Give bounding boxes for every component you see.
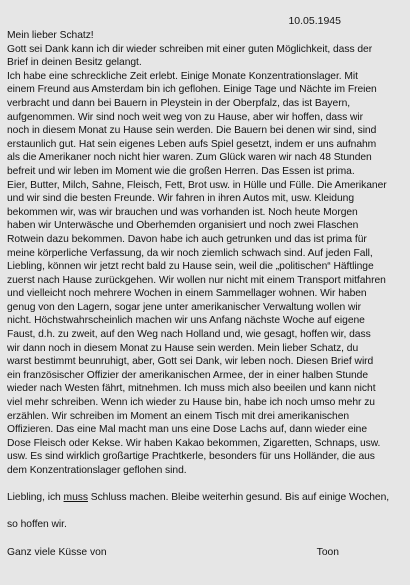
letter-line: Mein lieber Schatz! — [7, 30, 94, 41]
letter-line: als die Amerikaner noch nicht hier waren. Zum Glück waren wir nach 48 Stunden — [7, 152, 372, 164]
letter-line: dem Konzentrationslager geflohen sind. — [7, 465, 187, 476]
letter-line: warst bestimmt beunruhigt, aber, Gott sei Dank, wir leben noch. Diesen Brief wird — [7, 356, 374, 368]
letter-line: wir dann noch in diesem Monat zu Hause sein werden. Mein lieber Schatz, du — [7, 342, 359, 354]
letter-line: meine körperliche Verfassung, da wir noch ziemlich schwach sind. Auf jeden Fall, — [7, 247, 373, 259]
letter-line: genug von den Lagern, sogar jene unter amerikanischer Verwaltung wollen wir — [7, 301, 361, 313]
signature: Toon — [316, 546, 339, 558]
letter-line: Brief in deinen Besitz gelangt. — [7, 57, 142, 69]
closing-text: Ganz viele Küsse von — [7, 546, 107, 558]
letter-line: nicht. Höchstwahrscheinlich machen wir uns Anfang nächste Woche auf eigene — [7, 315, 365, 327]
final-paragraph-text-after: Schluss machen. Bleibe weiterhin gesund. Bis auf einige Wochen, — [87, 492, 390, 504]
letter-line: haben wir Unterwäsche und Oberhemden organisiert und noch zwei Flaschen — [7, 220, 359, 232]
letter-line: Offizieren. Das eine Mal macht man uns eine Dose Lachs auf, dann wieder eine — [7, 424, 368, 436]
letter-closing — [7, 546, 404, 560]
final-paragraph-text-before: Liebling, ich — [7, 492, 64, 504]
letter-line: erzählen. Wir schreiben im Moment an einem Tisch mit drei amerikanischen — [7, 410, 350, 422]
letter-line: noch in diesem Monat zu Hause sein werden. Die Bauern bei denen wir sind, sind — [7, 125, 377, 137]
letter-line: Gott sei Dank kann ich dir wieder schreiben mit einer guten Möglichkeit, dass der — [7, 43, 373, 55]
letter-line: Ich habe eine schreckliche Zeit erlebt. Einige Monate Konzentrationslager. Mit — [7, 70, 358, 82]
letter-line: bekommen wir, was wir brauchen und was vorhanden ist. Noch heute Morgen — [7, 206, 358, 218]
letter-line: usw. Es sind wirklich großartige Prachtkerle, besonders für uns Holländer, die aus — [7, 451, 375, 463]
letter-line: Rotwein dazu bekommen. Davon habe ich auch getrunken und das ist prima für — [7, 233, 367, 245]
letter-line: ein französischer Offizier der amerikanischen Armee, der in einer halben Stunde — [7, 369, 369, 381]
letter-line: befreit und wir leben im Moment wie die großen Herren. Das Essen ist prima. — [7, 165, 355, 177]
letter-line: einem Freund aus Amsterdam bin ich geflohen. Einige Tage und Nächte im Freien — [7, 84, 377, 96]
letter-line: wieder nach Westen fährt, mitnehmen. Ich muss mich also beeilen und kann nicht — [7, 383, 376, 395]
letter-line: Eier, Butter, Milch, Sahne, Fleisch, Fett, Brot usw. in Hülle und Fülle. Die Amerikaner — [7, 179, 387, 191]
letter-line: Faust, d.h. zu zweit, auf den Weg nach Holland und, wie gesagt, hoffen wir, dass — [7, 329, 371, 341]
letter-line: verbracht und dann bei Bauern in Pleystein in der Oberpfalz, das ist Bayern, — [7, 97, 351, 109]
letter-line: Dose Fleisch oder Kekse. Wir haben Kakao bekommen, Zigaretten, Schnaps, usw. — [7, 437, 381, 449]
letter-line: zuerst nach Hause zurückgehen. Wir wollen nur nicht mit einem Transport mitfahren — [7, 274, 386, 286]
letter-date: 10.05.1945 — [288, 15, 341, 27]
final-paragraph-line-2: so hoffen wir. — [7, 519, 67, 531]
letter-line: aufgenommen. Wir sind noch weit weg von zu Hause, aber wir hoffen, dass wir — [7, 111, 364, 123]
final-paragraph-line — [7, 491, 404, 505]
letter-body — [7, 29, 404, 478]
letter-line: viel mehr schreiben. Wenn ich wieder zu Hause bin, habe ich noch umso mehr zu — [7, 397, 375, 409]
emphasized-word: muss — [63, 492, 88, 504]
letter-line: erstaunlich gut. Hat sein eigenes Leben aufs Spiel gesetzt, indem er uns aufnahm — [7, 138, 377, 150]
final-paragraph — [7, 478, 404, 546]
letter-line: und wir sind die besten Freunde. Wir fahren in ihren Autos mit, usw. Kleidung — [7, 193, 355, 205]
letter-line: und vielleicht noch mehrere Wochen in einem Sammellager wohnen. Wir haben — [7, 288, 367, 300]
letter-line: Liebling, können wir jetzt recht bald zu Hause sein, weil die „politischen“ Häftlinge — [7, 261, 374, 273]
